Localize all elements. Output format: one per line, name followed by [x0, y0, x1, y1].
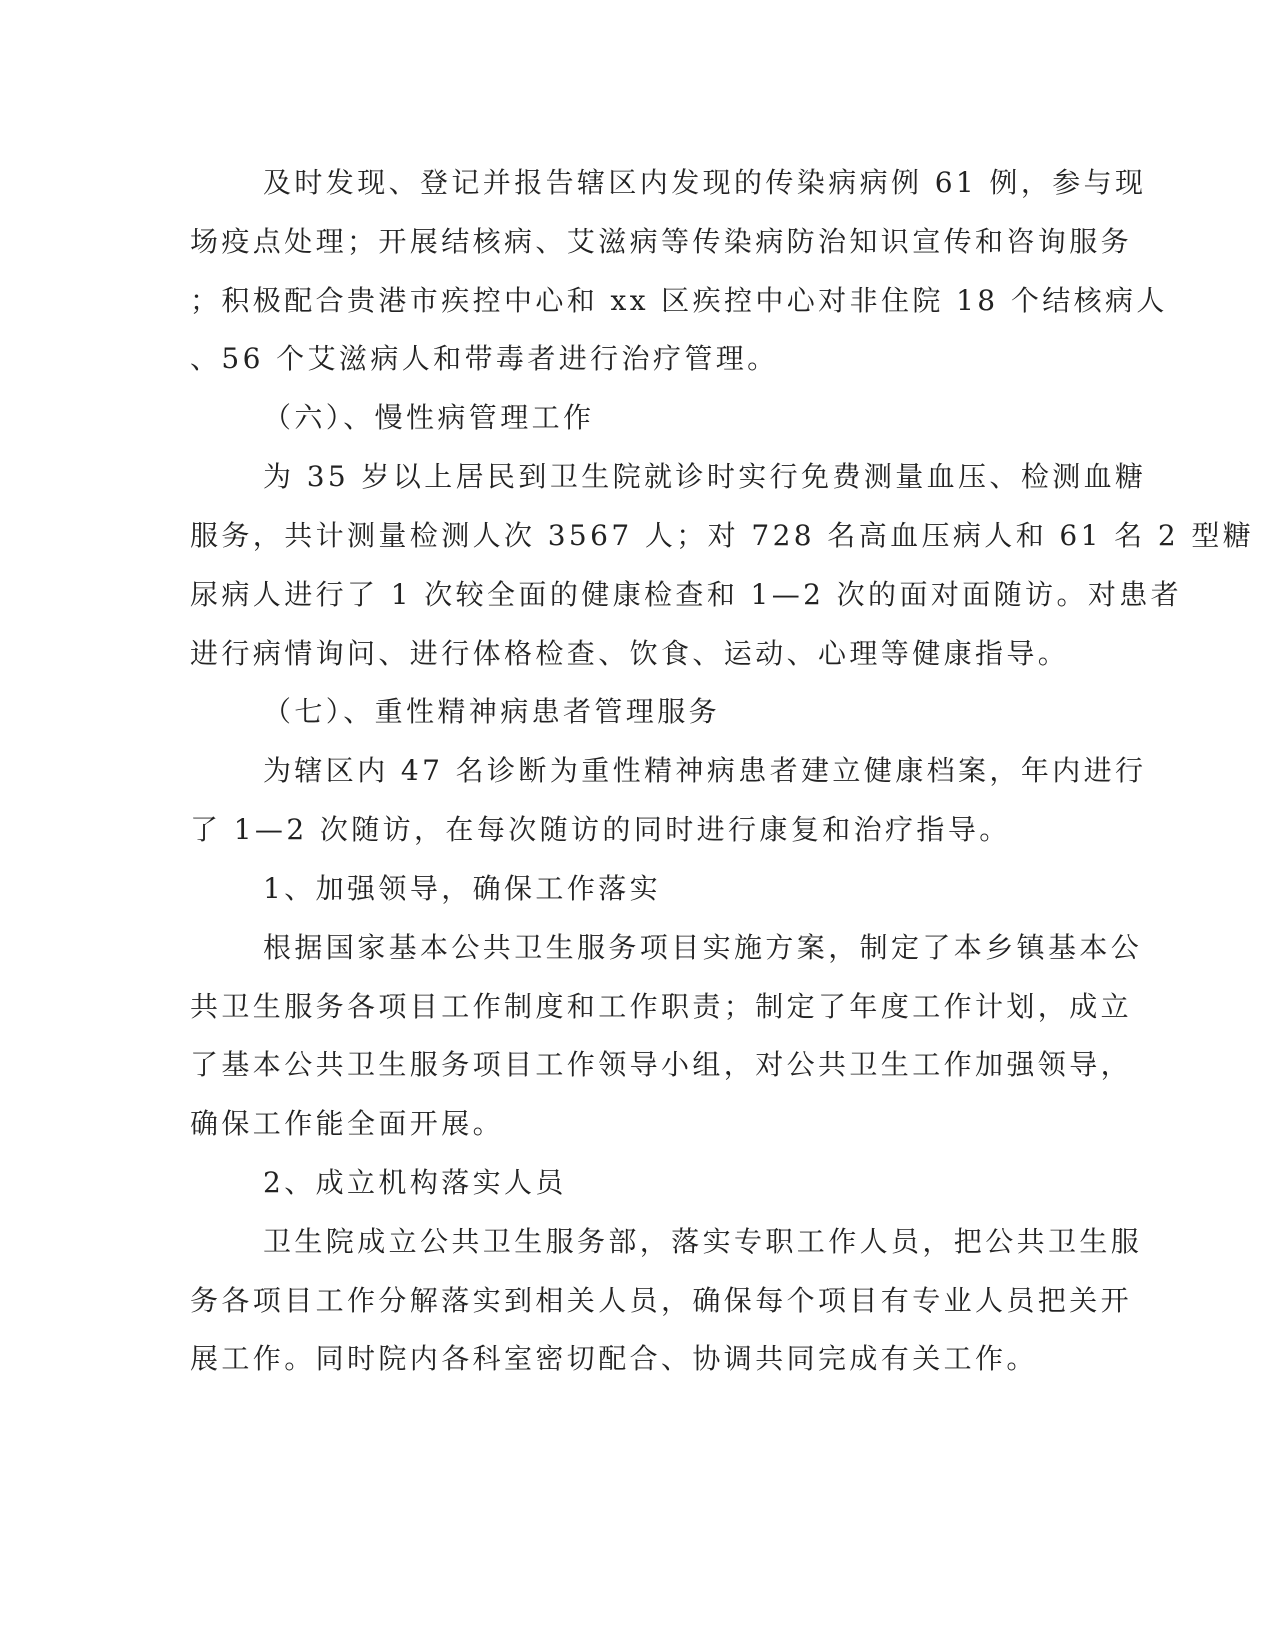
text-line: 确保工作能全面开展。 [190, 1107, 505, 1140]
text-line: 卫生院成立公共卫生服务部，落实专职工作人员，把公共卫生服 [263, 1225, 1143, 1258]
text-line: 为 35 岁以上居民到卫生院就诊时实行免费测量血压、检测血糖 [263, 460, 1147, 493]
section-heading: （七）、重性精神病患者管理服务 [263, 695, 721, 728]
text-line: 了 1—2 次随访，在每次随访的同时进行康复和治疗指导。 [190, 813, 1011, 846]
section-heading: 2、成立机构落实人员 [263, 1166, 567, 1199]
section-heading: （六）、慢性病管理工作 [263, 401, 595, 434]
text-line: 服务，共计测量检测人次 3567 人；对 728 名高血压病人和 61 名 2 型糖 [190, 519, 1255, 552]
text-line: ；积极配合贵港市疾控中心和 xx 区疾控中心对非住院 18 个结核病人 [190, 284, 1168, 317]
text-line: 展工作。同时院内各科室密切配合、协调共同完成有关工作。 [190, 1342, 1038, 1375]
text-line: 了基本公共卫生服务项目工作领导小组，对公共卫生工作加强领导， [190, 1048, 1133, 1081]
section-heading: 1、加强领导，确保工作落实 [263, 872, 662, 905]
text-line: 为辖区内 47 名诊断为重性精神病患者建立健康档案，年内进行 [263, 754, 1147, 787]
text-line: 、56 个艾滋病人和带毒者进行治疗管理。 [190, 342, 779, 375]
text-line: 根据国家基本公共卫生服务项目实施方案，制定了本乡镇基本公 [263, 931, 1143, 964]
text-line: 务各项目工作分解落实到相关人员，确保每个项目有专业人员把关开 [190, 1284, 1133, 1317]
text-line: 及时发现、登记并报告辖区内发现的传染病病例 61 例，参与现 [263, 166, 1147, 199]
text-line: 共卫生服务各项目工作制度和工作职责；制定了年度工作计划，成立 [190, 990, 1133, 1023]
text-line: 进行病情询问、进行体格检查、饮食、运动、心理等健康指导。 [190, 637, 1070, 670]
text-line: 尿病人进行了 1 次较全面的健康检查和 1—2 次的面对面随访。对患者 [190, 578, 1183, 611]
text-line: 场疫点处理；开展结核病、艾滋病等传染病防治知识宣传和咨询服务 [190, 225, 1133, 258]
